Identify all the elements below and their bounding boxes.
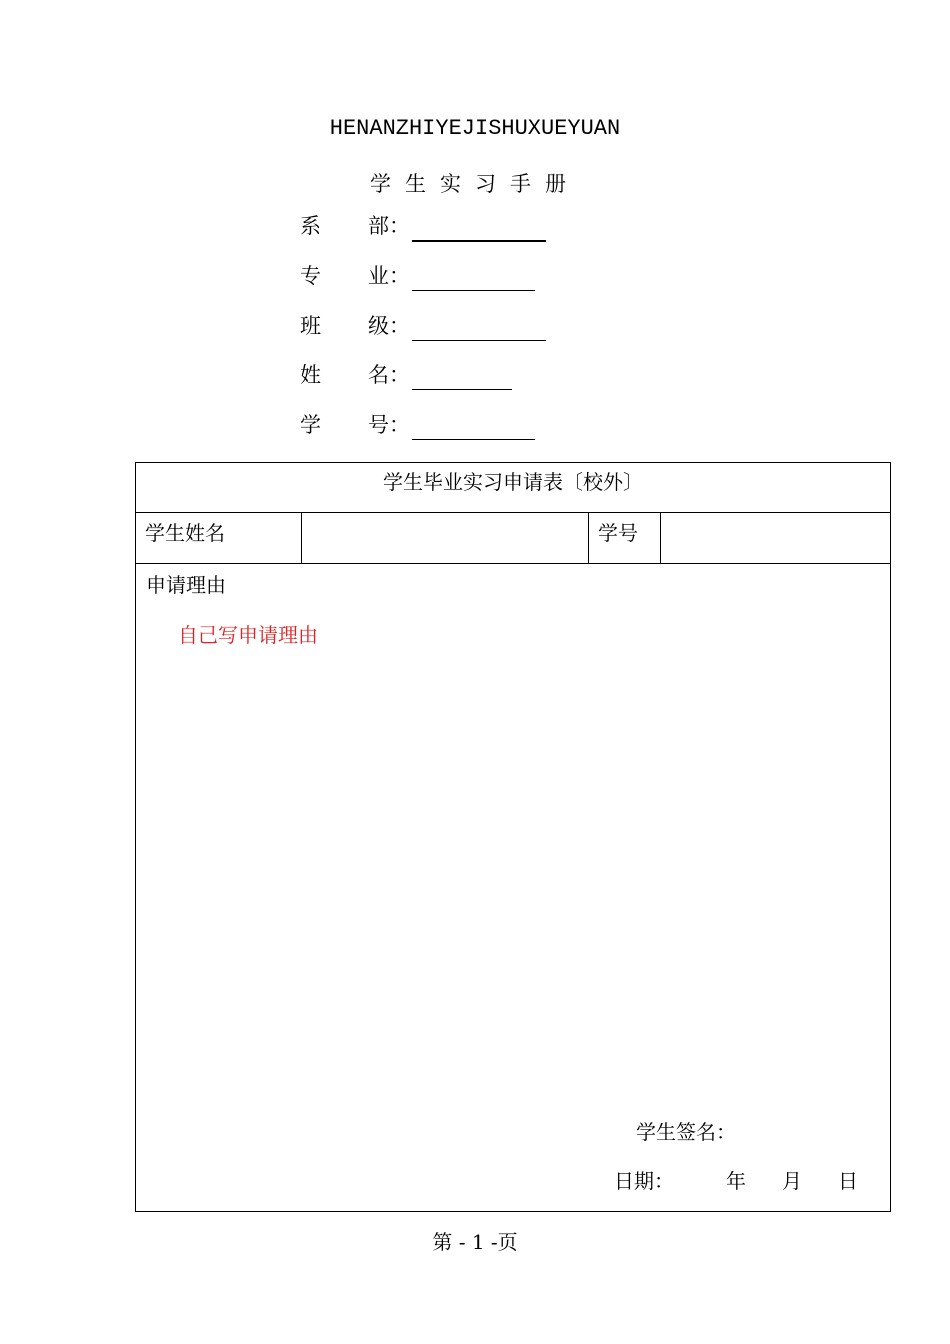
info-row-class [300, 310, 560, 350]
student-name-label: 学生姓名 [136, 513, 302, 563]
major-label-char-2: 业： [368, 264, 410, 288]
info-row-department [300, 210, 560, 250]
student-id-label-char-1: 学 [300, 413, 321, 437]
name-label-char-2: 名： [368, 363, 410, 387]
department-fill-line[interactable] [412, 240, 546, 242]
day-label: 日 [838, 1169, 858, 1193]
student-id-cell[interactable] [661, 513, 890, 563]
student-signature-label: 学生签名： [636, 1120, 736, 1144]
year-label: 年 [726, 1169, 746, 1193]
reason-hint-text[interactable]: 自己写申请理由 [178, 623, 318, 647]
form-title: 学生毕业实习申请表〔校外〕 [136, 463, 890, 513]
class-fill-line[interactable] [412, 340, 546, 341]
major-fill-line[interactable] [412, 290, 535, 291]
name-label-char-1: 姓 [300, 363, 321, 387]
date-label: 日期： [614, 1169, 674, 1193]
date-row [614, 1165, 884, 1195]
name-fill-line[interactable] [412, 389, 512, 390]
class-label-char-1: 班 [300, 314, 321, 338]
info-row-major [300, 260, 560, 300]
reason-label: 申请理由 [146, 573, 226, 597]
class-label-char-2: 级： [368, 314, 410, 338]
page-number: 第 - 1 -页 [432, 1230, 518, 1254]
student-id-fill-line[interactable] [412, 439, 535, 440]
student-name-cell[interactable] [302, 513, 589, 563]
manual-title: 学生实习手册 [370, 172, 580, 196]
department-label-char-1: 系 [300, 214, 321, 238]
info-row-name [300, 359, 560, 399]
school-pinyin-header: HENANZHIYEJISHUXUEYUAN [329, 116, 621, 141]
info-row-student-id [300, 409, 560, 449]
student-info-row [136, 513, 890, 564]
internship-application-form [135, 462, 891, 1212]
department-label-char-2: 部： [368, 214, 410, 238]
major-label-char-1: 专 [300, 264, 321, 288]
student-id-label-char-2: 号： [368, 413, 410, 437]
student-id-label: 学号 [589, 513, 661, 563]
month-label: 月 [782, 1169, 802, 1193]
